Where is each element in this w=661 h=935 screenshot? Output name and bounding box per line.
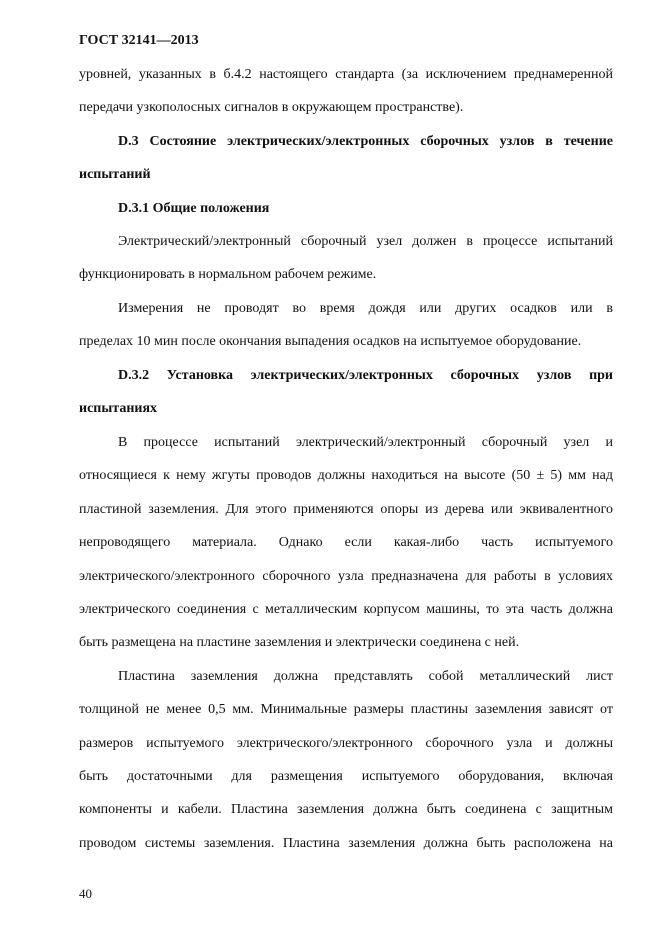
subsection-heading: D.3.2 Установка электрических/электронных сборочных узлов при [118, 368, 613, 383]
text-line: электрического соединения с металлическим корпусом машины, то эта часть должна [79, 602, 613, 617]
document-header: ГОСТ 32141—2013 [79, 33, 199, 48]
text-line: Пластина заземления должна представлять собой металлический лист [118, 669, 613, 684]
text-line: пределах 10 мин после окончания выпадения осадков на испытуемое оборудование. [79, 334, 582, 349]
subsection-heading-cont: испытаниях [79, 401, 158, 416]
text-line: Электрический/электронный сборочный узел должен в процессе испытаний [118, 234, 613, 249]
text-line: электрического/электронного сборочного узла предназначена для работы в условиях [79, 569, 613, 584]
text-line: В процессе испытаний электрический/электронный сборочный узел и [118, 435, 613, 450]
text-line: уровней, указанных в б.4.2 настоящего стандарта (за исключением преднамеренной [79, 67, 613, 82]
text-line: компоненты и кабели. Пластина заземления должна быть соединена с защитным [79, 802, 613, 817]
text-line: быть достаточными для размещения испытуемого оборудования, включая [79, 769, 613, 784]
text-line: пластиной заземления. Для этого применяются опоры из дерева или эквивалентного [79, 502, 613, 517]
text-line: толщиной не менее 0,5 мм. Минимальные размеры пластины заземления зависят от [79, 702, 613, 717]
page-number: 40 [79, 886, 92, 901]
section-heading: D.3 Состояние электрических/электронных сборочных узлов в течение [118, 134, 613, 149]
text-line: размеров испытуемого электрического/электронного сборочного узла и должны [79, 736, 613, 751]
text-line: передачи узкополосных сигналов в окружающем пространстве). [79, 100, 464, 115]
text-line: непроводящего материала. Однако если какая-либо часть испытуемого [79, 535, 613, 550]
subsection-heading: D.3.1 Общие положения [118, 201, 270, 216]
text-line: проводом системы заземления. Пластина заземления должна быть расположена на [79, 836, 613, 851]
section-heading-cont: испытаний [79, 167, 151, 182]
text-line: относящиеся к нему жгуты проводов должны находиться на высоте (50 ± 5) мм над [79, 468, 613, 483]
text-line: Измерения не проводят во время дождя или других осадков или в [118, 301, 613, 316]
text-line: быть размещена на пластине заземления и электрически соединена с ней. [79, 635, 520, 650]
text-line: функционировать в нормальном рабочем режиме. [79, 267, 377, 282]
